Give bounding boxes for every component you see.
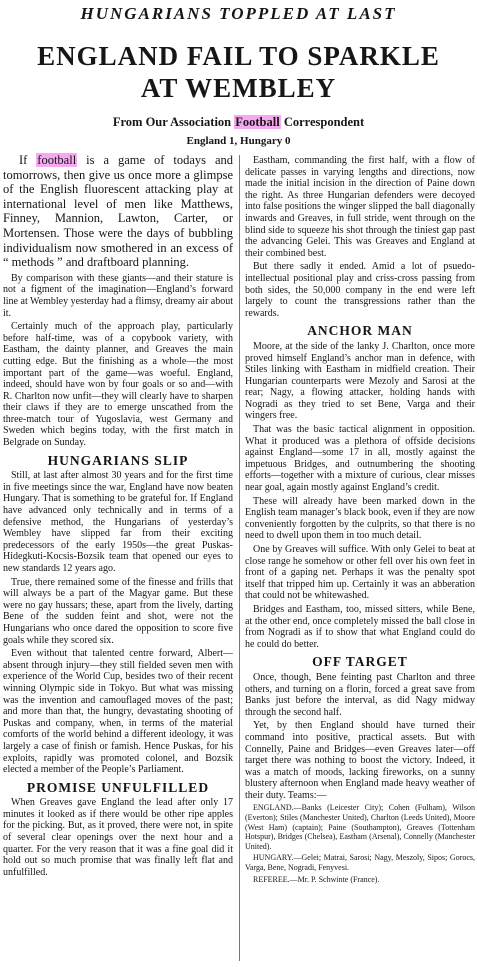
paragraph: Yet, by then England should have turned their command into positive, practical assets. But with Connelly, Paine and Bridges—even Greaves later—off target there was nothing to boost the victory. Indeed, it was a match of moods, lacking fireworks, on a sunny blustery afternoon when England made heavy weather of their duty. Teams:— bbox=[245, 720, 475, 801]
paragraph: True, there remained some of the finesse and frills that will always be a part of the Magyar game. But these were no gay hussars; these, apart from the lively, darting Bene of the sudden feint and shot, were not the Hungarians who once dared the opposition to score five goals while they scored six. bbox=[3, 576, 233, 646]
paragraph: Moore, at the side of the lanky J. Charlton, once more proved himself England’s anchor man in defence, with Stiles linking with Eastham in midfield creation. Their Hungarian counterparts were Mezoly and Sarosi at the rear; Nagy, a flowing attacker, holding hands with Nogradi as they tried to set Bene, Varga and their wingers free. bbox=[245, 340, 475, 422]
paragraph: Once, though, Bene feinting past Charlton and three others, and turning on a florin, forced a great save from Banks just before the interval, as did Nagy midway through the second half. bbox=[245, 671, 475, 718]
main-headline-line-1: ENGLAND FAIL TO SPARKLE bbox=[37, 41, 440, 71]
right-column bbox=[245, 155, 475, 963]
subheading-hungarians-slip: HUNGARIANS SLIP bbox=[47, 452, 189, 468]
referee-line: REFEREE.—Mr. P. Schwinte (France). bbox=[253, 874, 380, 884]
left-column bbox=[3, 153, 233, 961]
team-lineup-england: ENGLAND.—Banks (Leicester City); Cohen (Fulham), Wilson (Everton); Stiles (Manchester United), Charlton (Leeds United), Moore (West Ham) (captain); Paine (Southampton), Greaves (Tottenham Hotspur), Bridges (Chelsea), Eastham (Arsenal), Connelly (Manchester United). bbox=[245, 803, 475, 851]
lead-highlight: football bbox=[37, 153, 77, 167]
subheading-anchor-man: ANCHOR MAN bbox=[307, 323, 413, 339]
subheading-promise-unfulfilled: PROMISE UNFULFILLED bbox=[26, 779, 210, 795]
team-lineup-hungary: HUNGARY.—Gelei; Matrai, Sarosi; Nagy, Meszoly, Sipos; Gorocs, Varga, Bene, Nogradi, Fenyvesi. bbox=[245, 853, 475, 873]
byline-highlight: Football bbox=[235, 115, 280, 129]
subheading-off-target: OFF TARGET bbox=[312, 654, 408, 670]
paragraph: Even without that talented centre forward, Albert—absent through injury—they still fielded seven men with experience of the World Cup, besides two of their recent winning Olympic side in Tokyo. But what was missing was the invention and camouflaged moves of the past; and more than that, the hungry, devastating shooting of Puskas and company, when, in terms of the material comforts of the world behind a different ideology, it was largely a case of finish or famish. Hence Puskas, for his exploits, rapidly was promoted colonel, and Bozsik elected a member of the People’s Parliament. bbox=[3, 648, 233, 776]
main-headline bbox=[0, 40, 477, 104]
paragraph: One by Greaves will suffice. With only Gelei to beat at close range he somehow or other fell over his own feet in front of a gaping net. Perhaps it was the penalty spot itself that tripped him up. Certainly it was an abberation that could not be whitewashed. bbox=[245, 544, 475, 602]
paragraph: Still, at last after almost 30 years and for the first time in five meetings since the war, England have now beaten Hungary. That is something to be grateful for. If England have advanced only technically and in terms of a defensive method, the Hungarians of yesterday’s Wembley have slipped far from their exciting predecessors of the early 1950s—the great Puskas-Hidegkuti-Kocsis-Bozsik team that opened our eyes to new standards 12 years ago. bbox=[3, 470, 233, 574]
lead-before: If bbox=[19, 153, 37, 167]
paragraph: Eastham, commanding the first half, with a flow of delicate passes in varying lengths and directions, now made the initial incision in the direction of Paine down the right. As three Hungarian defenders were decoyed into false positions the winger slipped the ball diagonally inwards and Greaves, in full stride, went through on the blind side to squeeze his shot through the tiniest gap past the advancing Gelei. This was Greaves and England at their combined best. bbox=[245, 155, 475, 259]
lead-after: is a game of todays and tomorrows, then give us once more a glimpse of the English fluorescent attacking play at international level of men like Matthews, Finney, Mannion, Lawton, Carter, or Mortensen. Those were the days of bubbling individualism now smothered in an excess of “ methods ” and draftboard planning. bbox=[3, 153, 233, 270]
match-score: England 1, Hungary 0 bbox=[186, 135, 291, 147]
paragraph: But there sadly it ended. Amid a lot of psuedo-intellectual positional play and criss-cross passing from both sides, the 50,000 company in the end were left largely to count the transgressions rather than the rewards. bbox=[245, 261, 475, 319]
paragraph: Certainly much of the approach play, particularly before half-time, was of a copybook variety, with Eastham, the dainty planner, and Greaves the main cutting edge. But the finishing as a whole—the most important part of the game—was woeful. England, indeed, should have won by four goals or so and—with R. Charlton now unfit—they will clearly have to sharpen their claws if they are to emerge unscathed from the three-match tour of Yugoslavia, west Germany and Sweden which begins today, with the first match in Belgrade on Sunday. bbox=[3, 321, 233, 449]
paragraph: That was the basic tactical alignment in opposition. What it produced was a plethora of offside decisions against England—some 17 in all, mostly against the impetuous Bridges, and outnumbering the shooting efforts—together with a mixture of curious, clear misses near goal, again mostly against England’s credit. bbox=[245, 424, 475, 494]
byline-after: Correspondent bbox=[280, 115, 365, 129]
byline bbox=[0, 115, 477, 130]
paragraph: These will already have been marked down in the English team manager’s black book, even if they are now conveniently forgotten by the culprits, so that there is no need to dwell upon them in too much detail. bbox=[245, 495, 475, 542]
lead-paragraph bbox=[3, 153, 233, 270]
column-divider bbox=[239, 155, 240, 961]
byline-before: From Our Association bbox=[112, 115, 235, 129]
paragraph: When Greaves gave England the lead after only 17 minutes it looked as if there would be other ripe apples for the picking. But, as it proved, there were not, in spite of several clear openings over the next hour and a quarter. For the very reason that it was a fine goal did it hold out so much promise that was finally left flat and unfulfilled. bbox=[3, 797, 233, 878]
kicker-headline: HUNGARIANS TOPPLED AT LAST bbox=[80, 4, 397, 23]
paragraph: Bridges and Eastham, too, missed sitters, while Bene, at the other end, once completely missed the ball close in from Nogradi as if to show that what England could do he could do better. bbox=[245, 603, 475, 650]
paragraph: By comparison with these giants—and their stature is not a figment of the imagination—England’s forward line at Wembley yesterday had a flimsy, dreamy air about it. bbox=[3, 272, 233, 319]
main-headline-line-2: AT WEMBLEY bbox=[140, 73, 337, 103]
